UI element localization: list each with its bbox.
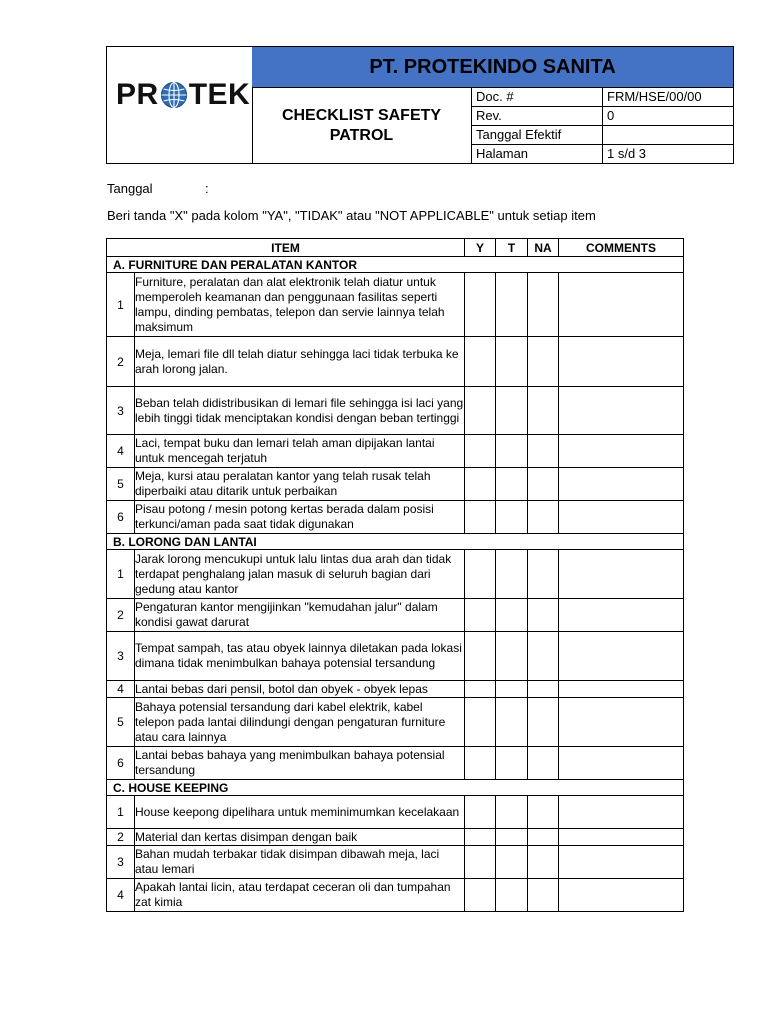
no-cell[interactable] [496, 273, 528, 337]
yes-cell[interactable] [465, 829, 496, 846]
section-row [107, 257, 684, 273]
na-cell[interactable] [528, 273, 559, 337]
checklist-row [107, 501, 684, 534]
row-item-text: Jarak lorong mencukupi untuk lalu lintas dua arah dan tidak terdapat penghalang jalan masuk di seluruh bagian dari gedung atau kantor [135, 550, 465, 599]
no-cell[interactable] [496, 698, 528, 747]
na-cell[interactable] [528, 829, 559, 846]
na-cell[interactable] [528, 698, 559, 747]
header-na: NA [528, 239, 559, 257]
section-row [107, 780, 684, 796]
yes-cell[interactable] [465, 501, 496, 534]
yes-cell[interactable] [465, 599, 496, 632]
date-colon: : [205, 181, 209, 196]
row-item-text: Pengaturan kantor mengijinkan "kemudahan jalur" dalam kondisi gawat darurat [135, 599, 465, 632]
row-item-text: Laci, tempat buku dan lemari telah aman dipijakan lantai untuk mencegah terjatuh [135, 435, 465, 468]
document-title [252, 88, 472, 163]
globe-icon [160, 81, 188, 109]
row-item-text: Furniture, peralatan dan alat elektronik telah diatur untuk memperoleh keamanan dan penggunaan fasilitas seperti lampu, dinding pembatas, telepon dan servie lainnya telah maksimum [135, 273, 465, 337]
checklist-table [106, 238, 684, 912]
na-cell[interactable] [528, 337, 559, 387]
logo-text-tek: TEK [188, 78, 251, 111]
row-item-text: Lantai bebas bahaya yang menimbulkan bahaya potensial tersandung [135, 747, 465, 780]
row-item-text: Material dan kertas disimpan dengan baik [135, 829, 465, 846]
no-cell[interactable] [496, 846, 528, 879]
yes-cell[interactable] [465, 468, 496, 501]
row-number: 4 [107, 435, 135, 468]
comments-cell[interactable] [559, 599, 684, 632]
na-cell[interactable] [528, 468, 559, 501]
row-item-text: Lantai bebas dari pensil, botol dan obyek - obyek lepas [135, 681, 465, 698]
row-number: 2 [107, 599, 135, 632]
no-cell[interactable] [496, 435, 528, 468]
meta-row-rev [472, 107, 733, 126]
checklist-row [107, 796, 684, 829]
table-header-row [107, 239, 684, 257]
na-cell[interactable] [528, 879, 559, 912]
comments-cell[interactable] [559, 273, 684, 337]
na-cell[interactable] [528, 681, 559, 698]
na-cell[interactable] [528, 550, 559, 599]
row-item-text: Meja, kursi atau peralatan kantor yang telah rusak telah diperbaiki atau ditarik untuk perbaikan [135, 468, 465, 501]
document-title-line1: CHECKLIST SAFETY [281, 106, 442, 124]
row-number: 1 [107, 273, 135, 337]
meta-row-effective-date [472, 126, 733, 145]
comments-cell[interactable] [559, 681, 684, 698]
checklist-row [107, 435, 684, 468]
no-cell[interactable] [496, 337, 528, 387]
yes-cell[interactable] [465, 273, 496, 337]
meta-value: FRM/HSE/00/00 [603, 88, 734, 107]
header-no: T [496, 239, 528, 257]
company-logo [116, 77, 250, 113]
na-cell[interactable] [528, 846, 559, 879]
comments-cell[interactable] [559, 747, 684, 780]
meta-value [603, 126, 734, 145]
comments-cell[interactable] [559, 435, 684, 468]
row-number: 4 [107, 681, 135, 698]
na-cell[interactable] [528, 387, 559, 435]
na-cell[interactable] [528, 435, 559, 468]
yes-cell[interactable] [465, 846, 496, 879]
meta-value: 0 [603, 107, 734, 126]
comments-cell[interactable] [559, 879, 684, 912]
comments-cell[interactable] [559, 337, 684, 387]
no-cell[interactable] [496, 796, 528, 829]
row-item-text: Beban telah didistribusikan di lemari file sehingga isi laci yang lebih tinggi tidak menciptakan kondisi dengan beban tertinggi [135, 387, 465, 435]
checklist-row [107, 468, 684, 501]
row-number: 2 [107, 829, 135, 846]
row-item-text: Apakah lantai licin, atau terdapat ceceran oli dan tumpahan zat kimia [135, 879, 465, 912]
logo-text-pr: PR [116, 78, 159, 111]
comments-cell[interactable] [559, 387, 684, 435]
row-item-text: House keepong dipelihara untuk meminimumkan kecelakaan [135, 796, 465, 829]
meta-label: Halaman [472, 145, 603, 164]
row-number: 4 [107, 879, 135, 912]
checklist-row [107, 698, 684, 747]
header-yes: Y [465, 239, 496, 257]
no-cell[interactable] [496, 550, 528, 599]
row-number: 5 [107, 698, 135, 747]
yes-cell[interactable] [465, 387, 496, 435]
checklist-body [107, 257, 684, 912]
document-title-line2: PATROL [329, 126, 394, 144]
checklist-row [107, 632, 684, 681]
na-cell[interactable] [528, 747, 559, 780]
yes-cell[interactable] [465, 796, 496, 829]
checklist-row [107, 550, 684, 599]
date-field [107, 181, 209, 196]
no-cell[interactable] [496, 879, 528, 912]
na-cell[interactable] [528, 796, 559, 829]
no-cell[interactable] [496, 747, 528, 780]
checklist-row [107, 337, 684, 387]
document-meta-table [472, 88, 733, 163]
section-title: C. HOUSE KEEPING [107, 780, 684, 796]
section-title: B. LORONG DAN LANTAI [107, 534, 684, 550]
no-cell[interactable] [496, 829, 528, 846]
row-number: 6 [107, 501, 135, 534]
meta-label: Tanggal Efektif [472, 126, 603, 145]
yes-cell[interactable] [465, 747, 496, 780]
yes-cell[interactable] [465, 698, 496, 747]
instruction-text: Beri tanda "X" pada kolom "YA", "TIDAK" atau "NOT APPLICABLE" untuk setiap item [107, 208, 596, 223]
no-cell[interactable] [496, 599, 528, 632]
comments-cell[interactable] [559, 829, 684, 846]
date-label: Tanggal [107, 181, 153, 196]
row-number: 6 [107, 747, 135, 780]
section-title: A. FURNITURE DAN PERALATAN KANTOR [107, 257, 684, 273]
no-cell[interactable] [496, 468, 528, 501]
row-item-text: Bahan mudah terbakar tidak disimpan dibawah meja, laci atau lemari [135, 846, 465, 879]
no-cell[interactable] [496, 501, 528, 534]
checklist-row [107, 681, 684, 698]
comments-cell[interactable] [559, 550, 684, 599]
logo-cell [107, 47, 253, 163]
row-number: 3 [107, 387, 135, 435]
checklist-row [107, 747, 684, 780]
meta-row-doc [472, 88, 733, 107]
row-number: 1 [107, 796, 135, 829]
na-cell[interactable] [528, 632, 559, 681]
no-cell[interactable] [496, 681, 528, 698]
row-item-text: Meja, lemari file dll telah diatur sehingga laci tidak terbuka ke arah lorong jalan. [135, 337, 465, 387]
yes-cell[interactable] [465, 337, 496, 387]
meta-value: 1 s/d 3 [607, 146, 647, 161]
row-item-text: Bahaya potensial tersandung dari kabel elektrik, kabel telepon pada lantai dilindungi dengan pengaturan furniture atau cara lainnya [135, 698, 465, 747]
checklist-row [107, 273, 684, 337]
company-name: PT. PROTEKINDO SANITA [252, 47, 733, 88]
comments-cell[interactable] [559, 698, 684, 747]
document-header [106, 46, 734, 164]
row-number: 2 [107, 337, 135, 387]
checklist-row [107, 599, 684, 632]
no-cell[interactable] [496, 632, 528, 681]
row-number: 3 [107, 632, 135, 681]
row-number: 3 [107, 846, 135, 879]
section-row [107, 534, 684, 550]
row-number: 5 [107, 468, 135, 501]
na-cell[interactable] [528, 599, 559, 632]
checklist-row [107, 879, 684, 912]
meta-label: Doc. # [472, 88, 603, 107]
no-cell[interactable] [496, 387, 528, 435]
yes-cell[interactable] [465, 681, 496, 698]
yes-cell[interactable] [465, 435, 496, 468]
row-item-text: Tempat sampah, tas atau obyek lainnya diletakan pada lokasi dimana tidak menimbulkan bahaya potensial tersandung [135, 632, 465, 681]
meta-row-page [472, 145, 733, 164]
yes-cell[interactable] [465, 632, 496, 681]
comments-cell[interactable] [559, 846, 684, 879]
checklist-row [107, 846, 684, 879]
checklist-row [107, 387, 684, 435]
comments-cell[interactable] [559, 468, 684, 501]
header-comments: COMMENTS [559, 239, 684, 257]
meta-label: Rev. [472, 107, 603, 126]
na-cell[interactable] [528, 501, 559, 534]
row-item-text: Pisau potong / mesin potong kertas berada dalam posisi terkunci/aman pada saat tidak digunakan [135, 501, 465, 534]
comments-cell[interactable] [559, 632, 684, 681]
comments-cell[interactable] [559, 796, 684, 829]
header-item: ITEM [107, 239, 465, 257]
checklist-row [107, 829, 684, 846]
yes-cell[interactable] [465, 550, 496, 599]
row-number: 1 [107, 550, 135, 599]
comments-cell[interactable] [559, 501, 684, 534]
yes-cell[interactable] [465, 879, 496, 912]
